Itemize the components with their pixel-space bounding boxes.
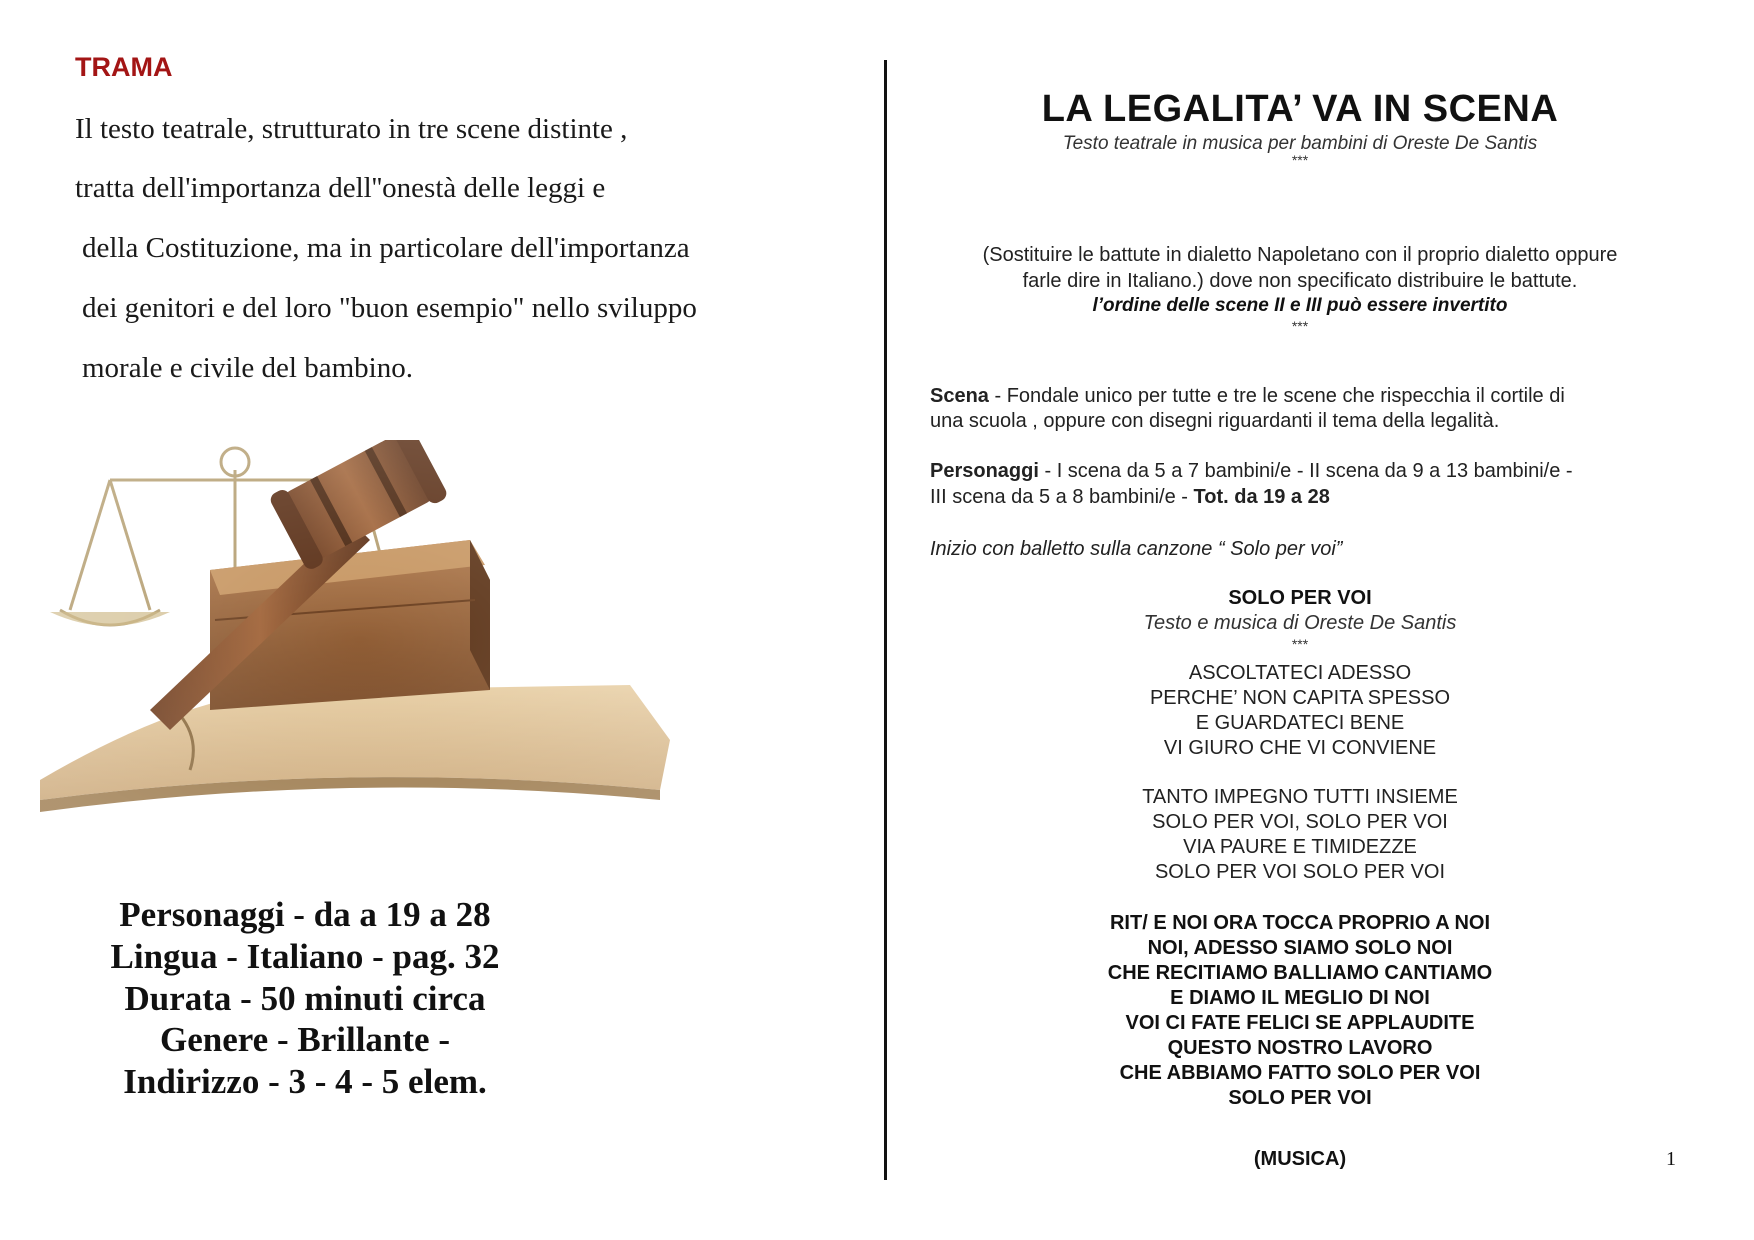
lyric-line: VI GIURO CHE VI CONVIENE: [1163, 737, 1437, 759]
personaggi-total: Tot. da 19 a 28: [1193, 486, 1330, 508]
gavel-scales-book-illustration: [30, 440, 690, 840]
separator-stars: ***: [1291, 636, 1309, 652]
chorus-line: QUESTO NOSTRO LAVORO: [1167, 1037, 1433, 1059]
info-target: Indirizzo - 3 - 4 - 5 elem.: [123, 1062, 487, 1101]
lyric-line: TANTO IMPEGNO TUTTI INSIEME: [1142, 786, 1458, 808]
scena-label: Scena: [930, 385, 989, 407]
lyric-line: SOLO PER VOI SOLO PER VOI: [1154, 861, 1446, 883]
plot-line: della Costituzione, ma in particolare dell'importanza: [82, 232, 690, 264]
chorus-line: RIT/ E NOI ORA TOCCA PROPRIO A NOI: [1109, 912, 1491, 934]
lyric-line: VIA PAURE E TIMIDEZZE: [1183, 836, 1417, 858]
page-divider: [884, 60, 887, 1180]
page-number: 1: [1666, 1148, 1676, 1170]
personaggi-text: - I scena da 5 a 7 bambini/e - II scena da 9 a 13 bambini/e -: [1038, 460, 1573, 482]
plot-line: Il testo teatrale, strutturato in tre scene distinte ,: [75, 113, 628, 145]
trama-heading: TRAMA: [75, 52, 173, 82]
info-language: Lingua - Italiano - pag. 32: [110, 937, 500, 976]
note-line: (Sostituire le battute in dialetto Napoletano con il proprio dialetto oppure: [982, 244, 1618, 266]
chorus-line: E DIAMO IL MEGLIO DI NOI: [1170, 987, 1430, 1009]
document-subtitle: Testo teatrale in musica per bambini di Oreste De Santis: [1062, 133, 1538, 154]
personaggi-line: [930, 486, 1330, 509]
chorus-line: SOLO PER VOI: [1228, 1087, 1372, 1109]
song-credit: Testo e musica di Oreste De Santis: [1143, 612, 1457, 634]
plot-line: tratta dell'importanza dell''onestà delle leggi e: [75, 172, 606, 204]
chorus-line: CHE ABBIAMO FATTO SOLO PER VOI: [1119, 1062, 1481, 1084]
plot-line: dei genitori e del loro "buon esempio" nello sviluppo: [82, 292, 697, 324]
scena-line: una scuola , oppure con disegni riguardanti il tema della legalità.: [930, 410, 1500, 432]
song-title: SOLO PER VOI: [1228, 587, 1372, 609]
chorus-line: NOI, ADESSO SIAMO SOLO NOI: [1147, 937, 1453, 959]
personaggi-line: [930, 460, 1573, 483]
separator-stars: ***: [1291, 152, 1309, 168]
scena-line: [930, 385, 1565, 408]
music-cue: (MUSICA): [1253, 1148, 1347, 1170]
note-line: farle dire in Italiano.) dove non specificato distribuire le battute.: [1022, 270, 1578, 292]
chorus-line: CHE RECITIAMO BALLIAMO CANTIAMO: [1107, 962, 1493, 984]
personaggi-text: III scena da 5 a 8 bambini/e -: [930, 486, 1194, 508]
document-title: LA LEGALITA’ VA IN SCENA: [1041, 88, 1559, 130]
personaggi-label: Personaggi: [930, 460, 1039, 482]
info-duration: Durata - 50 minuti circa: [124, 979, 486, 1018]
intro-line: Inizio con balletto sulla canzone “ Solo per voi”: [930, 538, 1343, 560]
separator-stars: ***: [1291, 318, 1309, 334]
lyric-line: E GUARDATECI BENE: [1195, 712, 1405, 734]
lyric-line: SOLO PER VOI, SOLO PER VOI: [1152, 811, 1448, 833]
info-characters: Personaggi - da a 19 a 28: [119, 895, 491, 934]
scena-text: - Fondale unico per tutte e tre le scene che rispecchia il cortile di: [988, 385, 1565, 407]
lyric-line: PERCHE’ NON CAPITA SPESSO: [1149, 687, 1451, 709]
plot-line: morale e civile del bambino.: [82, 352, 413, 384]
info-genre: Genere - Brillante -: [160, 1020, 450, 1059]
note-emphasis: l’ordine delle scene II e III può essere invertito: [1092, 295, 1508, 316]
lyric-line: ASCOLTATECI ADESSO: [1188, 662, 1412, 684]
chorus-line: VOI CI FATE FELICI SE APPLAUDITE: [1125, 1012, 1475, 1034]
